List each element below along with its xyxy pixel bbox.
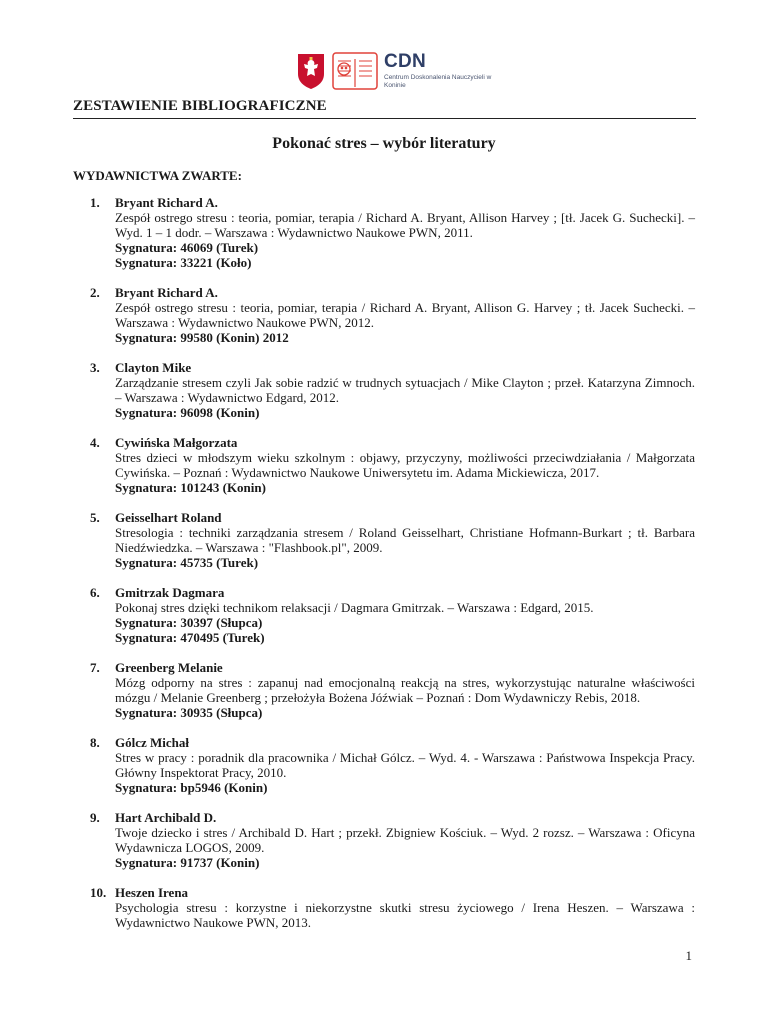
coat-of-arms-icon bbox=[296, 52, 326, 90]
entry-author: Geisselhart Roland bbox=[115, 510, 222, 525]
entry-description: Psychologia stresu : korzystne i niekorzystne skutki stresu życiowego / Irena Heszen. – Warszawa : Wydawnictwo Naukowe PWN, 2013. bbox=[115, 900, 695, 930]
entry-description: Stres w pracy : poradnik dla pracownika / Michał Gólcz. – Wyd. 4. - Warszawa : Państwowa Inspekcja Pracy. Główny Inspektorat Pracy, 2010. bbox=[115, 750, 695, 780]
entry-author: Hart Archibald D. bbox=[115, 810, 217, 825]
entry-description: Zespół ostrego stresu : teoria, pomiar, terapia / Richard A. Bryant, Allison Harvey ; [tł. Jacek G. Suchecki]. – Wyd. 1 – 1 dodr. – Warszawa : Wydawnictwo Naukowe PWN, 2011. bbox=[115, 210, 695, 240]
entry-author: Greenberg Melanie bbox=[115, 660, 223, 675]
entry-author: Gólcz Michał bbox=[115, 735, 190, 750]
entry-number: 5. bbox=[90, 510, 100, 525]
entry-author: Heszen Irena bbox=[115, 885, 189, 900]
entry-author: Bryant Richard A. bbox=[115, 285, 218, 300]
entry-signature: Sygnatura: 96098 (Konin) bbox=[115, 405, 260, 420]
bibliography-entry bbox=[90, 510, 695, 570]
entry-description: Twoje dziecko i stres / Archibald D. Hart ; przekł. Zbigniew Kościuk. – Wyd. 2 rozsz. – Warszawa : Oficyna Wydawnicza LOGOS, 2009. bbox=[115, 825, 695, 855]
cdn-logo-title: CDN bbox=[384, 51, 427, 73]
bibliography-entry bbox=[90, 585, 695, 645]
header-title: ZESTAWIENIE BIBLIOGRAFICZNE bbox=[73, 98, 327, 114]
entry-signature: Sygnatura: 30397 (Słupca) bbox=[115, 615, 263, 630]
entry-number: 6. bbox=[90, 585, 100, 600]
bibliography-entry bbox=[90, 735, 695, 795]
bibliography-entry bbox=[90, 435, 695, 495]
entry-number: 3. bbox=[90, 360, 100, 375]
entry-signature: Sygnatura: 91737 (Konin) bbox=[115, 855, 260, 870]
section-label: WYDAWNICTWA ZWARTE: bbox=[73, 168, 242, 183]
entry-number: 2. bbox=[90, 285, 100, 300]
entry-description: Pokonaj stres dzięki technikom relaksacji / Dagmara Gmitrzak. – Warszawa : Edgard, 2015. bbox=[115, 600, 594, 615]
entry-author: Bryant Richard A. bbox=[115, 195, 218, 210]
page-number: 1 bbox=[685, 948, 692, 963]
entry-signature: Sygnatura: 33221 (Koło) bbox=[115, 255, 252, 270]
entry-description: Stresologia : techniki zarządzania stresem / Roland Geisselhart, Christiane Hofmann-Burkart ; tł. Barbara Niedźwiedzka. – Warszawa : "Flashbook.pl", 2009. bbox=[115, 525, 695, 555]
owl-book-icon bbox=[332, 49, 378, 93]
bibliography-entry bbox=[90, 285, 695, 345]
entry-author: Clayton Mike bbox=[115, 360, 192, 375]
bibliography-list bbox=[0, 195, 768, 945]
entry-description: Stres dzieci w młodszym wieku szkolnym : objawy, przyczyny, możliwości przeciwdziałania / Małgorzata Cywińska. – Poznań : Wydawnictwo Naukowe Uniwersytetu im. Adama Mickiewicza, 2017. bbox=[115, 450, 695, 480]
entry-number: 10. bbox=[90, 885, 107, 900]
entry-signature: Sygnatura: 470495 (Turek) bbox=[115, 630, 265, 645]
bibliography-entry bbox=[90, 195, 695, 270]
entry-signature: Sygnatura: 101243 (Konin) bbox=[115, 480, 266, 495]
entry-description: Zarządzanie stresem czyli Jak sobie radzić w trudnych sytuacjach / Mike Clayton ; przeł. Katarzyna Zimnoch. – Warszawa : Wydawnictwo Edgard, 2012. bbox=[115, 375, 695, 405]
header-divider bbox=[73, 118, 696, 119]
entry-description: Mózg odporny na stres : zapanuj nad emocjonalną reakcją na stres, wykorzystując naturalne właściwości mózgu / Melanie Greenberg ; przełożyła Bożena Jóźwiak – Poznań : Dom Wydawniczy Rebis, 2018. bbox=[115, 675, 695, 705]
entry-number: 1. bbox=[90, 195, 100, 210]
entry-signature: Sygnatura: 46069 (Turek) bbox=[115, 240, 259, 255]
bibliography-entry bbox=[90, 885, 695, 930]
cdn-logo-subtitle: Centrum Doskonalenia Nauczycieli w Koninie bbox=[384, 74, 492, 89]
entry-number: 8. bbox=[90, 735, 100, 750]
entry-signature: Sygnatura: 99580 (Konin) 2012 bbox=[115, 330, 289, 345]
logo-bar bbox=[296, 44, 532, 98]
bibliography-entry bbox=[90, 810, 695, 870]
entry-number: 7. bbox=[90, 660, 100, 675]
entry-signature: Sygnatura: bp5946 (Konin) bbox=[115, 780, 268, 795]
entry-number: 9. bbox=[90, 810, 100, 825]
entry-signature: Sygnatura: 45735 (Turek) bbox=[115, 555, 259, 570]
document-title: Pokonać stres – wybór literatury bbox=[272, 135, 496, 152]
entry-description: Zespół ostrego stresu : teoria, pomiar, terapia / Richard A. Bryant, Allison G. Harvey ; tł. Jacek Suchecki. – Warszawa : Wydawnictwo Naukowe PWN, 2012. bbox=[115, 300, 695, 330]
entry-number: 4. bbox=[90, 435, 100, 450]
entry-author: Cywińska Małgorzata bbox=[115, 435, 238, 450]
bibliography-entry bbox=[90, 360, 695, 420]
bibliography-entry bbox=[90, 660, 695, 720]
cdn-text bbox=[384, 52, 496, 90]
entry-signature: Sygnatura: 30935 (Słupca) bbox=[115, 705, 263, 720]
entry-author: Gmitrzak Dagmara bbox=[115, 585, 225, 600]
